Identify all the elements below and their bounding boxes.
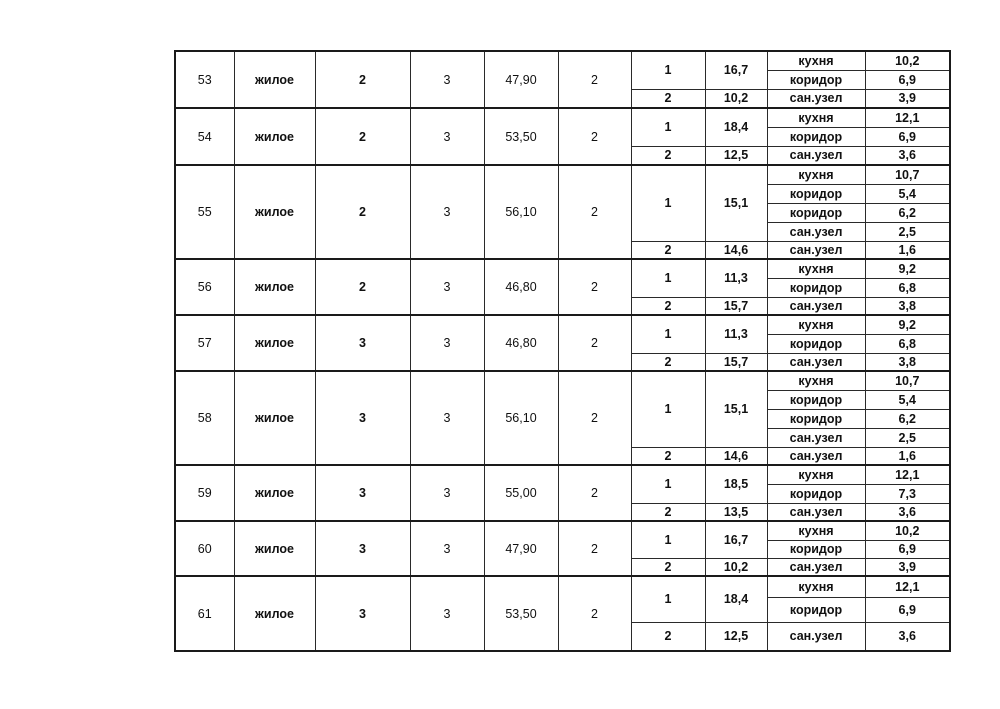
- apartment-number-cell: 55: [175, 165, 234, 259]
- floor-cell: 3: [410, 521, 484, 576]
- auxiliary-room-name-cell: коридор: [767, 409, 865, 428]
- room-area-cell: 14,6: [705, 447, 767, 465]
- auxiliary-room-name-cell: сан.узел: [767, 297, 865, 315]
- auxiliary-room-area-cell: 6,8: [865, 278, 950, 297]
- room-number-cell: 1: [631, 465, 705, 503]
- room-number-cell: 2: [631, 622, 705, 651]
- auxiliary-room-area-cell: 6,9: [865, 540, 950, 558]
- premises-type-cell: жилое: [234, 259, 315, 315]
- room-area-cell: 18,4: [705, 108, 767, 146]
- room-area-cell: 15,7: [705, 353, 767, 371]
- table-row: [175, 521, 950, 540]
- room-count-cell: 2: [558, 165, 631, 259]
- table-row: [175, 371, 950, 390]
- apartments-table: [174, 50, 951, 652]
- auxiliary-room-name-cell: коридор: [767, 278, 865, 297]
- auxiliary-room-area-cell: 10,2: [865, 521, 950, 540]
- premises-type-cell: жилое: [234, 371, 315, 465]
- auxiliary-room-area-cell: 10,2: [865, 51, 950, 70]
- room-area-cell: 15,1: [705, 371, 767, 447]
- table-row: [175, 108, 950, 127]
- auxiliary-room-name-cell: сан.узел: [767, 241, 865, 259]
- total-area-cell: 46,80: [484, 259, 558, 315]
- auxiliary-room-area-cell: 10,7: [865, 371, 950, 390]
- room-count-cell: 2: [558, 521, 631, 576]
- room-count-cell: 2: [558, 465, 631, 521]
- auxiliary-room-area-cell: 6,9: [865, 70, 950, 89]
- room-area-cell: 16,7: [705, 51, 767, 89]
- room-area-cell: 16,7: [705, 521, 767, 558]
- section-cell: 3: [315, 521, 410, 576]
- floor-cell: 3: [410, 371, 484, 465]
- room-number-cell: 2: [631, 558, 705, 576]
- room-area-cell: 15,1: [705, 165, 767, 241]
- premises-type-cell: жилое: [234, 465, 315, 521]
- room-count-cell: 2: [558, 576, 631, 651]
- auxiliary-room-area-cell: 9,2: [865, 259, 950, 278]
- auxiliary-room-area-cell: 3,6: [865, 146, 950, 165]
- total-area-cell: 55,00: [484, 465, 558, 521]
- auxiliary-room-area-cell: 6,9: [865, 127, 950, 146]
- auxiliary-room-area-cell: 5,4: [865, 184, 950, 203]
- auxiliary-room-area-cell: 9,2: [865, 315, 950, 334]
- total-area-cell: 47,90: [484, 521, 558, 576]
- floor-cell: 3: [410, 465, 484, 521]
- table-row: [175, 165, 950, 184]
- room-area-cell: 15,7: [705, 297, 767, 315]
- room-area-cell: 12,5: [705, 622, 767, 651]
- apartment-number-cell: 60: [175, 521, 234, 576]
- floor-cell: 3: [410, 259, 484, 315]
- auxiliary-room-area-cell: 3,9: [865, 89, 950, 108]
- auxiliary-room-area-cell: 6,8: [865, 334, 950, 353]
- table-row: [175, 315, 950, 334]
- room-count-cell: 2: [558, 259, 631, 315]
- auxiliary-room-name-cell: кухня: [767, 108, 865, 127]
- room-count-cell: 2: [558, 51, 631, 108]
- room-number-cell: 1: [631, 371, 705, 447]
- premises-type-cell: жилое: [234, 108, 315, 165]
- auxiliary-room-area-cell: 3,8: [865, 353, 950, 371]
- auxiliary-room-area-cell: 3,9: [865, 558, 950, 576]
- total-area-cell: 53,50: [484, 108, 558, 165]
- auxiliary-room-name-cell: сан.узел: [767, 89, 865, 108]
- room-count-cell: 2: [558, 371, 631, 465]
- apartment-number-cell: 56: [175, 259, 234, 315]
- auxiliary-room-area-cell: 12,1: [865, 108, 950, 127]
- room-area-cell: 10,2: [705, 558, 767, 576]
- room-number-cell: 1: [631, 108, 705, 146]
- premises-type-cell: жилое: [234, 51, 315, 108]
- auxiliary-room-name-cell: сан.узел: [767, 353, 865, 371]
- auxiliary-room-area-cell: 6,2: [865, 203, 950, 222]
- section-cell: 3: [315, 576, 410, 651]
- room-number-cell: 1: [631, 315, 705, 353]
- room-area-cell: 11,3: [705, 315, 767, 353]
- auxiliary-room-area-cell: 10,7: [865, 165, 950, 184]
- room-count-cell: 2: [558, 108, 631, 165]
- premises-type-cell: жилое: [234, 165, 315, 259]
- total-area-cell: 46,80: [484, 315, 558, 371]
- auxiliary-room-name-cell: коридор: [767, 540, 865, 558]
- auxiliary-room-name-cell: кухня: [767, 521, 865, 540]
- auxiliary-room-name-cell: сан.узел: [767, 428, 865, 447]
- total-area-cell: 56,10: [484, 371, 558, 465]
- apartment-number-cell: 57: [175, 315, 234, 371]
- auxiliary-room-area-cell: 6,2: [865, 409, 950, 428]
- auxiliary-room-area-cell: 2,5: [865, 428, 950, 447]
- auxiliary-room-name-cell: сан.узел: [767, 558, 865, 576]
- premises-type-cell: жилое: [234, 576, 315, 651]
- room-number-cell: 1: [631, 165, 705, 241]
- room-area-cell: 11,3: [705, 259, 767, 297]
- total-area-cell: 56,10: [484, 165, 558, 259]
- floor-cell: 3: [410, 165, 484, 259]
- auxiliary-room-name-cell: коридор: [767, 203, 865, 222]
- auxiliary-room-name-cell: коридор: [767, 390, 865, 409]
- room-number-cell: 1: [631, 51, 705, 89]
- auxiliary-room-area-cell: 5,4: [865, 390, 950, 409]
- section-cell: 2: [315, 259, 410, 315]
- auxiliary-room-name-cell: сан.узел: [767, 447, 865, 465]
- auxiliary-room-name-cell: коридор: [767, 70, 865, 89]
- section-cell: 2: [315, 51, 410, 108]
- auxiliary-room-area-cell: 12,1: [865, 576, 950, 597]
- apartment-number-cell: 53: [175, 51, 234, 108]
- floor-cell: 3: [410, 108, 484, 165]
- apartment-number-cell: 59: [175, 465, 234, 521]
- room-number-cell: 2: [631, 447, 705, 465]
- auxiliary-room-area-cell: 3,8: [865, 297, 950, 315]
- room-area-cell: 10,2: [705, 89, 767, 108]
- auxiliary-room-name-cell: кухня: [767, 371, 865, 390]
- auxiliary-room-name-cell: кухня: [767, 51, 865, 70]
- room-number-cell: 2: [631, 89, 705, 108]
- total-area-cell: 47,90: [484, 51, 558, 108]
- floor-cell: 3: [410, 576, 484, 651]
- auxiliary-room-name-cell: коридор: [767, 184, 865, 203]
- apartment-number-cell: 54: [175, 108, 234, 165]
- auxiliary-room-name-cell: сан.узел: [767, 622, 865, 651]
- section-cell: 3: [315, 465, 410, 521]
- auxiliary-room-area-cell: 3,6: [865, 503, 950, 521]
- total-area-cell: 53,50: [484, 576, 558, 651]
- section-cell: 3: [315, 371, 410, 465]
- room-area-cell: 14,6: [705, 241, 767, 259]
- auxiliary-room-area-cell: 1,6: [865, 241, 950, 259]
- auxiliary-room-area-cell: 3,6: [865, 622, 950, 651]
- auxiliary-room-name-cell: кухня: [767, 315, 865, 334]
- premises-type-cell: жилое: [234, 521, 315, 576]
- room-count-cell: 2: [558, 315, 631, 371]
- room-number-cell: 2: [631, 353, 705, 371]
- auxiliary-room-name-cell: коридор: [767, 597, 865, 622]
- auxiliary-room-name-cell: сан.узел: [767, 146, 865, 165]
- auxiliary-room-name-cell: кухня: [767, 465, 865, 484]
- floor-cell: 3: [410, 51, 484, 108]
- premises-type-cell: жилое: [234, 315, 315, 371]
- auxiliary-room-name-cell: коридор: [767, 127, 865, 146]
- auxiliary-room-area-cell: 6,9: [865, 597, 950, 622]
- auxiliary-room-name-cell: кухня: [767, 576, 865, 597]
- apartment-number-cell: 61: [175, 576, 234, 651]
- auxiliary-room-name-cell: сан.узел: [767, 503, 865, 521]
- table-row: [175, 259, 950, 278]
- auxiliary-room-name-cell: кухня: [767, 165, 865, 184]
- room-number-cell: 2: [631, 146, 705, 165]
- section-cell: 2: [315, 108, 410, 165]
- section-cell: 3: [315, 315, 410, 371]
- section-cell: 2: [315, 165, 410, 259]
- room-area-cell: 12,5: [705, 146, 767, 165]
- auxiliary-room-area-cell: 2,5: [865, 222, 950, 241]
- room-area-cell: 13,5: [705, 503, 767, 521]
- auxiliary-room-name-cell: сан.узел: [767, 222, 865, 241]
- auxiliary-room-area-cell: 12,1: [865, 465, 950, 484]
- auxiliary-room-area-cell: 1,6: [865, 447, 950, 465]
- table-row: [175, 576, 950, 597]
- table-row: [175, 465, 950, 484]
- room-number-cell: 1: [631, 521, 705, 558]
- floor-cell: 3: [410, 315, 484, 371]
- auxiliary-room-area-cell: 7,3: [865, 484, 950, 503]
- auxiliary-room-name-cell: кухня: [767, 259, 865, 278]
- apartment-number-cell: 58: [175, 371, 234, 465]
- room-area-cell: 18,4: [705, 576, 767, 622]
- auxiliary-room-name-cell: коридор: [767, 334, 865, 353]
- auxiliary-room-name-cell: коридор: [767, 484, 865, 503]
- room-number-cell: 2: [631, 241, 705, 259]
- room-number-cell: 2: [631, 297, 705, 315]
- table-row: [175, 51, 950, 70]
- room-area-cell: 18,5: [705, 465, 767, 503]
- room-number-cell: 2: [631, 503, 705, 521]
- room-number-cell: 1: [631, 259, 705, 297]
- room-number-cell: 1: [631, 576, 705, 622]
